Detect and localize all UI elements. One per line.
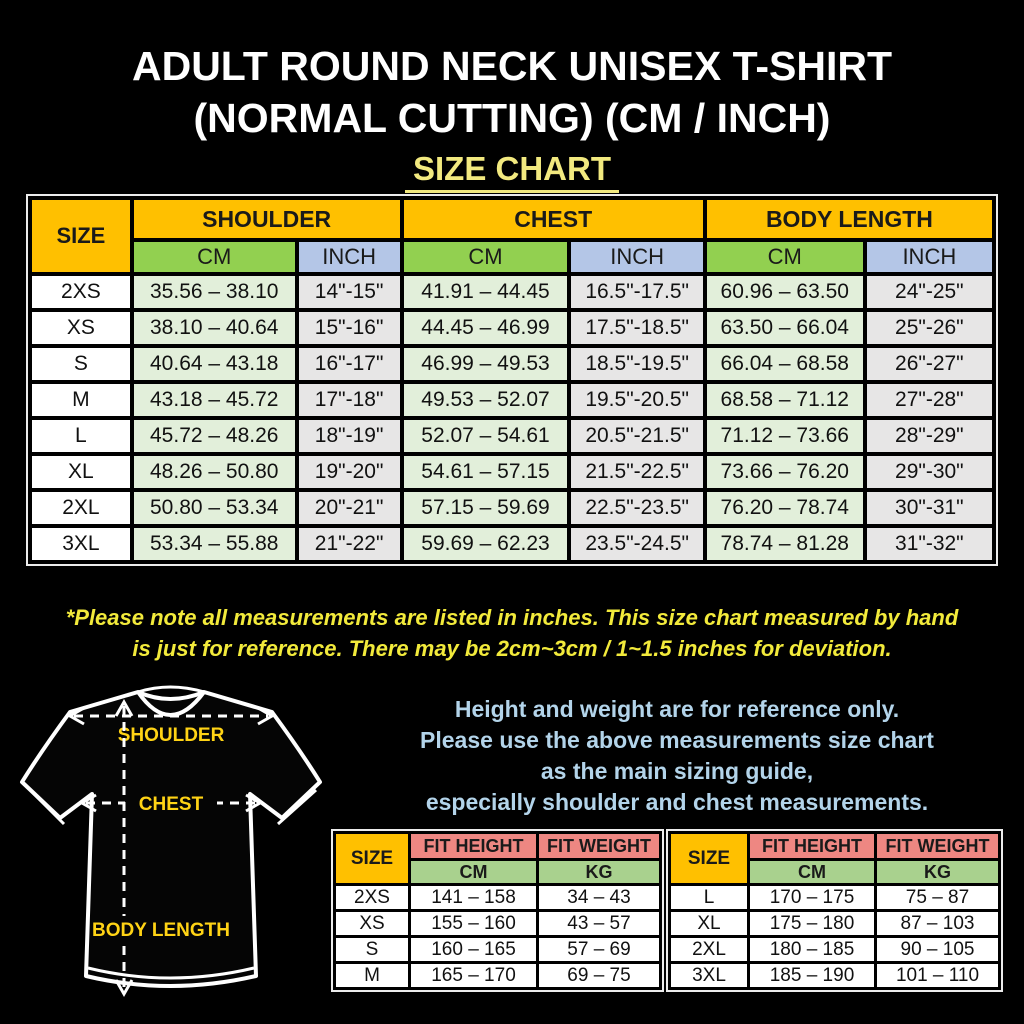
fit-size-label: 3XL [670, 963, 749, 989]
note-line-1: *Please note all measurements are listed in inches. This size chart measured by hand [65, 605, 959, 630]
fit-size-label: L [670, 885, 749, 911]
fit-size-label: XS [335, 911, 410, 937]
fit-weight-value: 34 – 43 [538, 885, 661, 911]
fit-height-value: 175 – 180 [749, 911, 876, 937]
shoulder-cm-header: CM [132, 240, 297, 274]
size-row [30, 346, 994, 382]
chest-group-header: CHEST [402, 198, 705, 240]
shoulder-inch-value: 18"-19" [297, 418, 402, 454]
body-cm-value: 66.04 – 68.58 [705, 346, 865, 382]
size-row [30, 526, 994, 562]
reference-line-3: as the main sizing guide, [540, 758, 814, 784]
reference-line-4: especially shoulder and chest measurements. [425, 789, 929, 815]
fit-size-label: 2XL [670, 937, 749, 963]
chest-inch-value: 16.5"-17.5" [569, 274, 704, 310]
fit-height-value: 155 – 160 [410, 911, 538, 937]
shoulder-inch-value: 17"-18" [297, 382, 402, 418]
size-chart-table [28, 196, 996, 564]
fit-height-value: 141 – 158 [410, 885, 538, 911]
chest-inch-value: 18.5"-19.5" [569, 346, 704, 382]
body-length-diagram-label: BODY LENGTH [92, 920, 230, 941]
fit-weight-value: 57 – 69 [538, 937, 661, 963]
fit-size-header: SIZE [670, 833, 749, 885]
fit-size-header: SIZE [335, 833, 410, 885]
fit-row [670, 937, 1000, 963]
fit-weight-value: 90 – 105 [876, 937, 1000, 963]
fit-weight-header: FIT WEIGHT [538, 833, 661, 860]
body-inch-value: 28"-29" [865, 418, 994, 454]
size-label: XS [30, 310, 132, 346]
shoulder-inch-value: 14"-15" [297, 274, 402, 310]
size-label: L [30, 418, 132, 454]
subtitle-wrap [0, 150, 1024, 193]
chest-cm-value: 59.69 – 62.23 [402, 526, 570, 562]
shoulder-cm-value: 45.72 – 48.26 [132, 418, 297, 454]
chest-cm-value: 49.53 – 52.07 [402, 382, 570, 418]
body-inch-value: 29"-30" [865, 454, 994, 490]
size-label: 2XS [30, 274, 132, 310]
chest-diagram-label: CHEST [138, 794, 204, 815]
size-row [30, 310, 994, 346]
fit-height-unit: CM [410, 860, 538, 885]
fit-row [670, 911, 1000, 937]
fit-weight-value: 87 – 103 [876, 911, 1000, 937]
fit-row [335, 911, 661, 937]
body-cm-value: 76.20 – 78.74 [705, 490, 865, 526]
body-cm-value: 71.12 – 73.66 [705, 418, 865, 454]
shoulder-inch-header: INCH [297, 240, 402, 274]
body-inch-value: 30"-31" [865, 490, 994, 526]
body-cm-value: 73.66 – 76.20 [705, 454, 865, 490]
fit-header-row [335, 833, 661, 860]
chest-inch-value: 22.5"-23.5" [569, 490, 704, 526]
size-label: M [30, 382, 132, 418]
fit-weight-value: 69 – 75 [538, 963, 661, 989]
unit-header-row [30, 240, 994, 274]
size-column-header: SIZE [30, 198, 132, 274]
body-cm-value: 63.50 – 66.04 [705, 310, 865, 346]
body-length-group-header: BODY LENGTH [705, 198, 994, 240]
body-cm-value: 78.74 – 81.28 [705, 526, 865, 562]
body-inch-header: INCH [865, 240, 994, 274]
body-cm-value: 68.58 – 71.12 [705, 382, 865, 418]
chest-inch-value: 21.5"-22.5" [569, 454, 704, 490]
shoulder-group-header: SHOULDER [132, 198, 402, 240]
fit-weight-unit: KG [876, 860, 1000, 885]
chest-cm-value: 57.15 – 59.69 [402, 490, 570, 526]
fit-height-value: 165 – 170 [410, 963, 538, 989]
shoulder-cm-value: 35.56 – 38.10 [132, 274, 297, 310]
chest-cm-value: 46.99 – 49.53 [402, 346, 570, 382]
title-line-2: (NORMAL CUTTING) (CM / INCH) [193, 95, 831, 141]
size-row [30, 454, 994, 490]
shoulder-cm-value: 48.26 – 50.80 [132, 454, 297, 490]
chest-inch-header: INCH [569, 240, 704, 274]
chest-inch-value: 20.5"-21.5" [569, 418, 704, 454]
fit-weight-value: 101 – 110 [876, 963, 1000, 989]
size-row [30, 274, 994, 310]
body-inch-value: 26"-27" [865, 346, 994, 382]
size-label: S [30, 346, 132, 382]
fit-weight-unit: KG [538, 860, 661, 885]
shoulder-cm-value: 53.34 – 55.88 [132, 526, 297, 562]
size-row [30, 382, 994, 418]
chest-cm-value: 44.45 – 46.99 [402, 310, 570, 346]
fit-header-row [670, 833, 1000, 860]
fit-row [670, 885, 1000, 911]
chest-inch-value: 17.5"-18.5" [569, 310, 704, 346]
body-inch-value: 31"-32" [865, 526, 994, 562]
size-row [30, 490, 994, 526]
shoulder-cm-value: 40.64 – 43.18 [132, 346, 297, 382]
tshirt-collar-inner [138, 687, 204, 692]
fit-weight-value: 75 – 87 [876, 885, 1000, 911]
fit-height-value: 185 – 190 [749, 963, 876, 989]
chest-inch-value: 19.5"-20.5" [569, 382, 704, 418]
chest-cm-value: 41.91 – 44.45 [402, 274, 570, 310]
shoulder-cm-value: 38.10 – 40.64 [132, 310, 297, 346]
shoulder-cm-value: 43.18 – 45.72 [132, 382, 297, 418]
body-inch-value: 25"-26" [865, 310, 994, 346]
body-cm-value: 60.96 – 63.50 [705, 274, 865, 310]
fit-row [670, 963, 1000, 989]
fit-height-value: 170 – 175 [749, 885, 876, 911]
fit-size-label: M [335, 963, 410, 989]
fit-height-value: 180 – 185 [749, 937, 876, 963]
shoulder-diagram-label: SHOULDER [117, 725, 225, 746]
size-label: 2XL [30, 490, 132, 526]
body-inch-value: 27"-28" [865, 382, 994, 418]
fit-weight-value: 43 – 57 [538, 911, 661, 937]
chest-cm-value: 54.61 – 57.15 [402, 454, 570, 490]
fit-height-header: FIT HEIGHT [410, 833, 538, 860]
size-chart-heading: SIZE CHART [405, 150, 619, 193]
size-label: 3XL [30, 526, 132, 562]
shoulder-inch-value: 15"-16" [297, 310, 402, 346]
fit-weight-header: FIT WEIGHT [876, 833, 1000, 860]
body-inch-value: 24"-25" [865, 274, 994, 310]
size-label: XL [30, 454, 132, 490]
chest-cm-value: 52.07 – 54.61 [402, 418, 570, 454]
shoulder-inch-value: 20"-21" [297, 490, 402, 526]
shoulder-cm-value: 50.80 – 53.34 [132, 490, 297, 526]
fit-size-label: 2XS [335, 885, 410, 911]
shoulder-inch-value: 16"-17" [297, 346, 402, 382]
fit-size-label: XL [670, 911, 749, 937]
measurement-note [0, 602, 1024, 664]
fit-row [335, 937, 661, 963]
note-line-2: is just for reference. There may be 2cm~3cm / 1~1.5 inches for deviation. [132, 636, 892, 661]
fit-height-unit: CM [749, 860, 876, 885]
fit-row [335, 885, 661, 911]
shoulder-inch-value: 21"-22" [297, 526, 402, 562]
fit-table-small-sizes [333, 831, 662, 990]
page-title [0, 40, 1024, 144]
title-line-1: ADULT ROUND NECK UNISEX T-SHIRT [131, 43, 893, 89]
fit-height-header: FIT HEIGHT [749, 833, 876, 860]
group-header-row [30, 198, 994, 240]
fit-size-label: S [335, 937, 410, 963]
fit-table-large-sizes [668, 831, 1001, 990]
fit-row [335, 963, 661, 989]
reference-text [336, 694, 1018, 818]
body-cm-header: CM [705, 240, 865, 274]
fit-height-value: 160 – 165 [410, 937, 538, 963]
reference-line-1: Height and weight are for reference only. [454, 696, 900, 722]
size-row [30, 418, 994, 454]
chest-inch-value: 23.5"-24.5" [569, 526, 704, 562]
tshirt-diagram [10, 676, 336, 1021]
shoulder-inch-value: 19"-20" [297, 454, 402, 490]
reference-line-2: Please use the above measurements size chart [420, 727, 934, 753]
chest-cm-header: CM [402, 240, 570, 274]
